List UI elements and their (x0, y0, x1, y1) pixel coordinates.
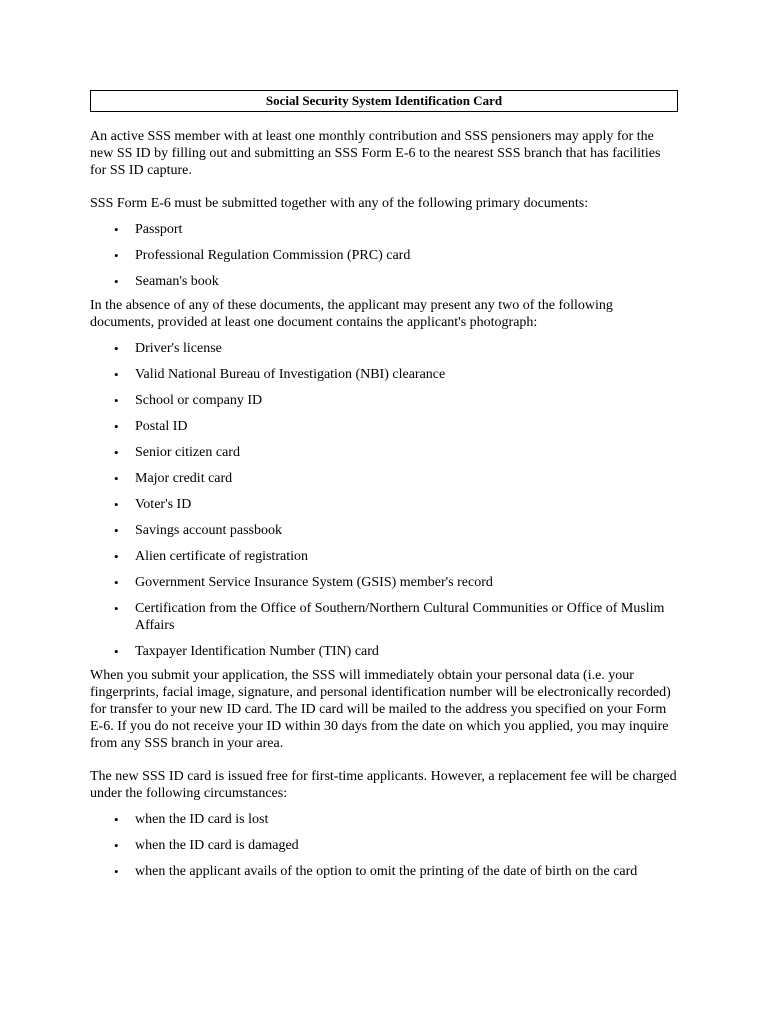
list-item (90, 811, 680, 828)
intro-paragraph: An active SSS member with at least one monthly contribution and SSS pensioners may apply for the new SS ID by filling out and submitting an SSS Form E-6 to the nearest SSS branch that has facilities for SS ID capture. (90, 129, 661, 178)
list-item (90, 470, 680, 487)
bullet-icon: • (114, 367, 119, 382)
list-item (90, 444, 680, 461)
list-item-text: Senior citizen card (135, 445, 240, 460)
list-item-text: Government Service Insurance System (GSIS) member's record (135, 575, 493, 590)
bullet-icon: • (114, 523, 119, 538)
secondary-documents-intro: In the absence of any of these documents, the applicant may present any two of the following documents, provided at least one document contains the applicant's photograph: (90, 298, 613, 330)
fee-intro: The new SSS ID card is issued free for first-time applicants. However, a replacement fee will be charged under the following circumstances: (90, 769, 677, 801)
list-item (90, 496, 680, 513)
list-item (90, 863, 680, 880)
primary-documents-intro: SSS Form E-6 must be submitted together with any of the following primary documents: (90, 196, 589, 211)
application-paragraph: When you submit your application, the SSS will immediately obtain your personal data (i.e. your fingerprints, facial image, signature, and personal identification number will be electronically recorded) for transfer to your new ID card. The ID card will be mailed to the address you specified on your Form E-6. If you do not receive your ID within 30 days from the date on which you applied, you may inquire from any SSS branch in your area. (90, 668, 671, 751)
list-item-text: Alien certificate of registration (135, 549, 308, 564)
bullet-icon: • (114, 274, 119, 289)
list-item (90, 643, 680, 660)
bullet-icon: • (114, 393, 119, 408)
list-item-text: when the applicant avails of the option to omit the printing of the date of birth on the card (135, 864, 638, 879)
list-item-text: Voter's ID (135, 497, 192, 512)
list-item (90, 600, 680, 634)
bullet-icon: • (114, 601, 119, 616)
bullet-icon: • (114, 445, 119, 460)
list-item-text: Major credit card (135, 471, 233, 486)
bullet-icon: • (114, 644, 119, 659)
bullet-icon: • (114, 419, 119, 434)
list-item-text: Seaman's book (135, 274, 219, 289)
bullet-icon: • (114, 248, 119, 263)
document-page (90, 90, 680, 889)
bullet-icon: • (114, 812, 119, 827)
bullet-icon: • (114, 471, 119, 486)
bullet-icon: • (114, 549, 119, 564)
primary-documents-list (90, 221, 680, 290)
list-item-text: School or company ID (135, 393, 263, 408)
list-item (90, 522, 680, 539)
bullet-icon: • (114, 575, 119, 590)
list-item (90, 392, 680, 409)
list-item (90, 247, 680, 264)
list-item (90, 366, 680, 383)
list-item-text: Savings account passbook (135, 523, 282, 538)
list-item (90, 273, 680, 290)
list-item (90, 340, 680, 357)
list-item-text: Certification from the Office of Southern/Northern Cultural Communities or Office of Muslim Affairs (135, 601, 665, 633)
list-item-text: Taxpayer Identification Number (TIN) card (135, 644, 379, 659)
document-title: Social Security System Identification Card (90, 90, 678, 112)
list-item (90, 418, 680, 435)
bullet-icon: • (114, 222, 119, 237)
list-item (90, 574, 680, 591)
bullet-icon: • (114, 864, 119, 879)
list-item (90, 548, 680, 565)
list-item-text: when the ID card is damaged (135, 838, 299, 853)
list-item-text: Driver's license (135, 341, 222, 356)
list-item-text: Valid National Bureau of Investigation (NBI) clearance (135, 367, 446, 382)
bullet-icon: • (114, 341, 119, 356)
secondary-documents-list (90, 340, 680, 660)
list-item (90, 837, 680, 854)
list-item-text: Passport (135, 222, 183, 237)
fee-circumstances-list (90, 811, 680, 880)
list-item-text: Postal ID (135, 419, 188, 434)
bullet-icon: • (114, 497, 119, 512)
list-item-text: Professional Regulation Commission (PRC) card (135, 248, 411, 263)
list-item-text: when the ID card is lost (135, 812, 269, 827)
list-item (90, 221, 680, 238)
bullet-icon: • (114, 838, 119, 853)
